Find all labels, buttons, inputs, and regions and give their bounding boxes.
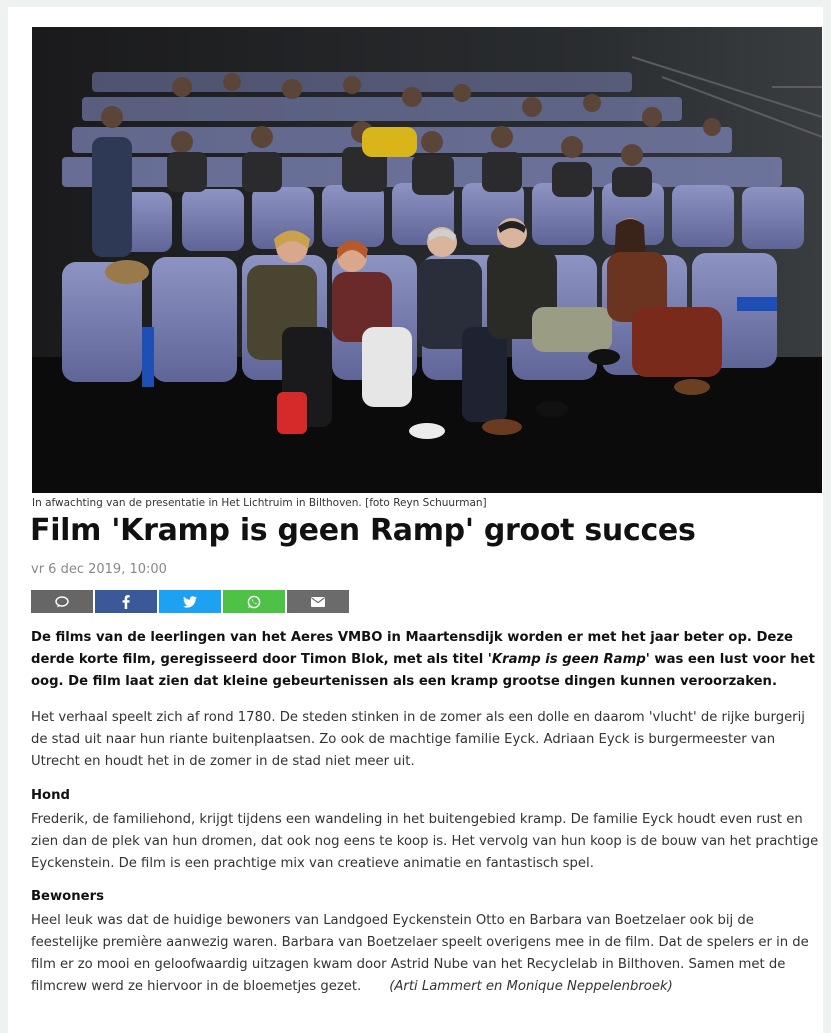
film-title-italic: Kramp is geen Ramp bbox=[491, 652, 646, 667]
article-date: vr 6 dec 2019, 10:00 bbox=[31, 562, 167, 577]
subheading-hond: Hond bbox=[31, 788, 70, 803]
article-paragraph-1: Het verhaal speelt zich af rond 1780. De steden stinken in de zomer als een dolle en daarom 'vlucht' de rijke burgerij de stad uit naar hun riante buitenplaatsen. Zo ook de machtige familie Eyck. Adriaan Eyck is burgermeester van Utrecht en houdt het in de zomer in de stad niet meer uit. bbox=[31, 710, 805, 769]
share-bar bbox=[31, 590, 349, 613]
facebook-share-button[interactable] bbox=[95, 590, 157, 613]
comment-icon bbox=[55, 596, 69, 608]
article-paragraph-2: Frederik, de familiehond, krijgt tijdens een wandeling in het buitengebied kramp. De familie Eyck houdt even rust en zien dan de plek van hun dromen, dat ook nog eens te koop is. Het vervolg van hun koop is de bouw van het prachtige Eyckenstein. De film is een prachtige mix van creatieve animatie en fantastisch spel. bbox=[31, 812, 819, 871]
article-photo bbox=[32, 27, 822, 493]
whatsapp-icon bbox=[247, 595, 261, 609]
facebook-icon bbox=[122, 595, 130, 609]
article-title: Film 'Kramp is geen Ramp' groot succes bbox=[30, 513, 696, 548]
comment-button[interactable] bbox=[31, 590, 93, 613]
lead-text-start: De films van de leerlingen van het Aeres VMBO in Maartensdijk worden er met het jaar beter op. Deze derde korte film, geregisseerd door Timon Blok, met als titel ' bbox=[31, 630, 793, 667]
photo-caption: In afwachting van de presentatie in Het Lichtruim in Bilthoven. [foto Reyn Schuurman] bbox=[32, 497, 487, 509]
article-lead bbox=[31, 627, 821, 693]
twitter-icon bbox=[183, 596, 197, 608]
article-page bbox=[8, 7, 823, 1033]
article-paragraph-3 bbox=[31, 910, 823, 998]
email-icon bbox=[311, 597, 325, 607]
subheading-bewoners: Bewoners bbox=[31, 889, 104, 904]
lead-text-end: ' was een lust voor het oog. De film laat zien dat kleine gebeurtenissen als een kramp grootse dingen kunnen veroorzaken. bbox=[31, 652, 815, 689]
author-credit: (Arti Lammert en Monique Neppelenbroek) bbox=[389, 979, 673, 994]
whatsapp-share-button[interactable] bbox=[223, 590, 285, 613]
cinema-audience-photo-illustration bbox=[32, 27, 822, 493]
email-share-button[interactable] bbox=[287, 590, 349, 613]
twitter-share-button[interactable] bbox=[159, 590, 221, 613]
paragraph-3-text: Heel leuk was dat de huidige bewoners van Landgoed Eyckenstein Otto en Barbara van Boetzelaer ook bij de feestelijke première aanwezig waren. Barbara van Boetzelaer speelt overigens mee in de film. Dat de spelers er in de film er zo mooi en geloofwaardig uitzagen kwam door Astrid Nube van het Recyclelab in Bilthoven. Samen met de filmcrew werd ze hiervoor in de bloemetjes gezet. bbox=[31, 913, 809, 994]
